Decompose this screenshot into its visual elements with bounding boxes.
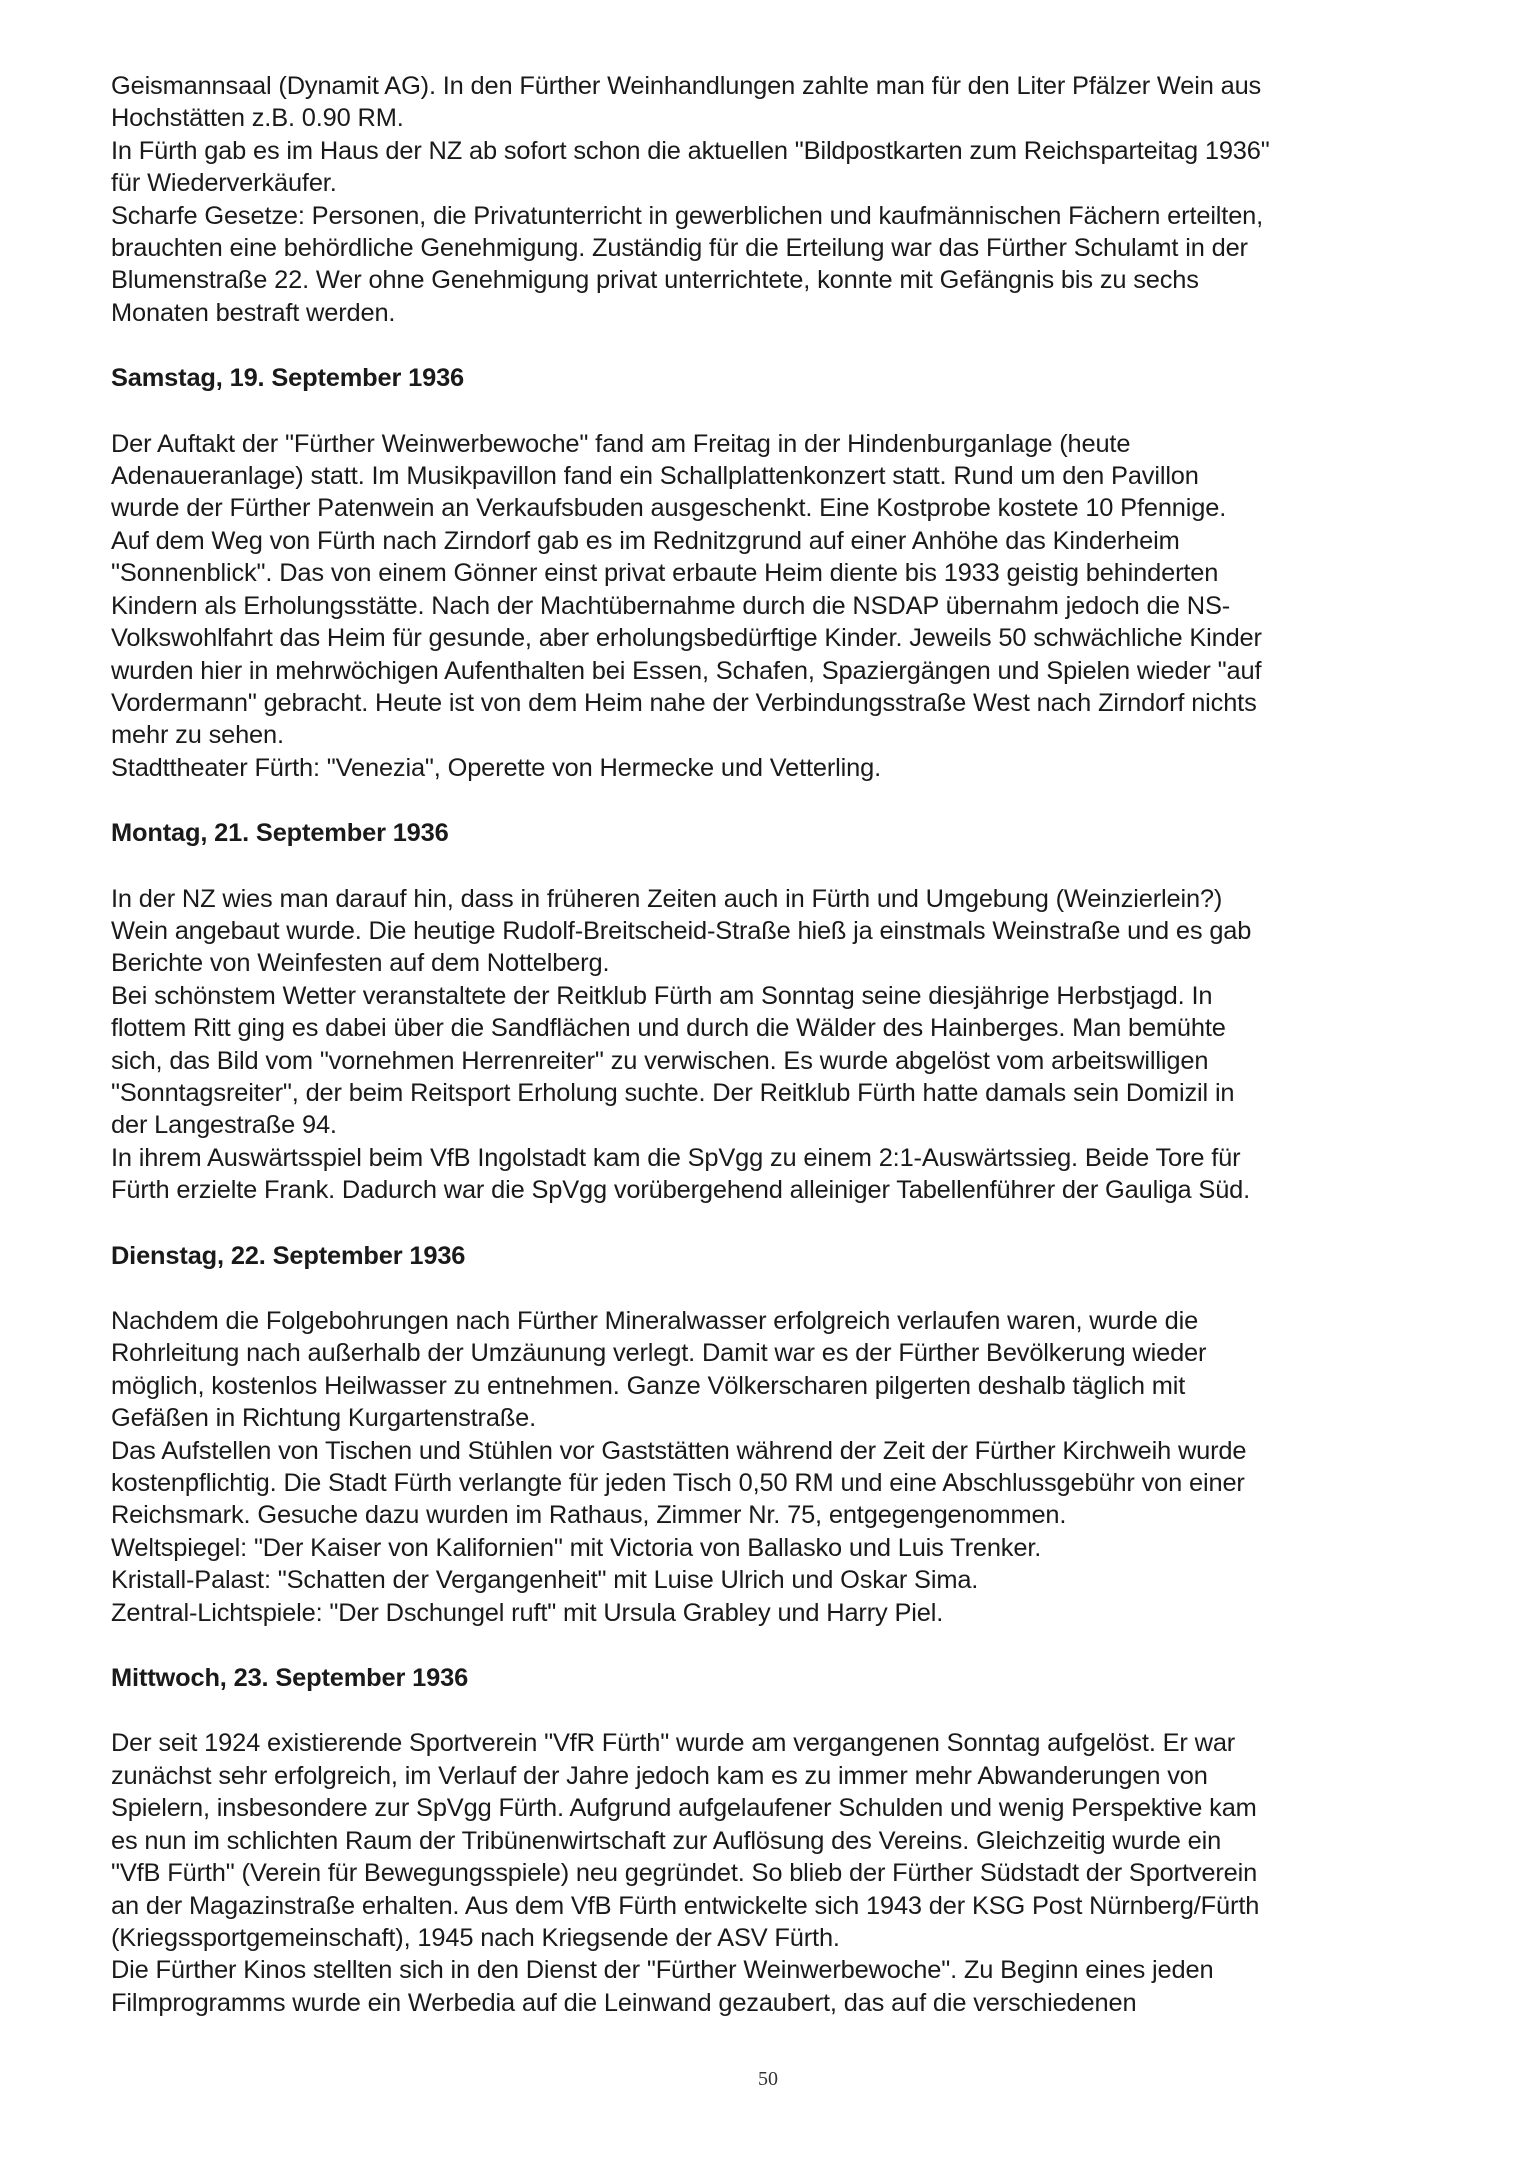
section-heading-mittwoch: Mittwoch, 23. September 1936	[111, 1664, 469, 1693]
spacer	[111, 395, 1431, 428]
section-heading-samstag: Samstag, 19. September 1936	[111, 364, 465, 393]
spacer	[111, 1207, 1431, 1240]
spacer	[111, 329, 1431, 362]
spacer	[111, 850, 1431, 883]
intro-paragraph: Geismannsaal (Dynamit AG). In den Fürther Weinhandlungen zahlte man für den Liter Pfälzer Wein aus Hochstätten z.B. 0.90 RM. In Fürth gab es im Haus der NZ ab sofort schon die aktuellen "Bildpostkarten zum Reichsparteitag 1936" für Wiederverkäufer. Scharfe Gesetze: Personen, die Privatunterricht in gewerblichen und kaufmännischen Fächern erteilten, brauchten eine behördliche Genehmigung. Zuständig für die Erteilung war das Fürther Schulamt in der Blumenstraße 22. Wer ohne Genehmigung privat unterrichtete, konnte mit Gefängnis bis zu sechs Monaten bestraft werden.	[111, 72, 1270, 327]
spacer	[111, 1694, 1431, 1727]
section-body-samstag: Der Auftakt der "Fürther Weinwerbewoche" fand am Freitag in der Hindenburganlage (heute Adenaueranlage) statt. Im Musikpavillon fand ein Schallplattenkonzert statt. Rund um den Pavillon wurde der Fürther Patenwein an Verkaufsbuden ausgeschenkt. Eine Kostprobe kostete 10 Pfennige. Auf dem Weg von Fürth nach Zirndorf gab es im Rednitzgrund auf einer Anhöhe das Kinderheim "Sonnenblick". Das von einem Gönner einst privat erbaute Heim diente bis 1933 geistig behinderten Kindern als Erholungsstätte. Nach der Machtübernahme durch die NSDAP übernahm jedoch die NS- Volkswohlfahrt das Heim für gesunde, aber erholungsbedürftige Kinder. Jeweils 50 schwächliche Kinder wurden hier in mehrwöchigen Aufenthalten bei Essen, Schafen, Spaziergängen und Spielen wieder "auf Vordermann" gebracht. Heute ist von dem Heim nahe der Verbindungsstraße West nach Zirndorf nichts mehr zu sehen. Stadttheater Fürth: "Venezia", Operette von Hermecke und Vetterling.	[111, 429, 1262, 782]
document-page	[111, 70, 1431, 2019]
page-number: 50	[758, 2068, 778, 2090]
section-heading-montag: Montag, 21. September 1936	[111, 819, 449, 848]
section-heading-dienstag: Dienstag, 22. September 1936	[111, 1241, 466, 1270]
spacer	[111, 784, 1431, 817]
spacer	[111, 1629, 1431, 1662]
section-body-mittwoch: Der seit 1924 existierende Sportverein "VfR Fürth" wurde am vergangenen Sonntag aufgelöst. Er war zunächst sehr erfolgreich, im Verlauf der Jahre jedoch kam es zu immer mehr Abwanderungen von Spielern, insbesondere zur SpVgg Fürth. Aufgrund aufgelaufener Schulden und wenig Perspektive kam es nun im schlichten Raum der Tribünenwirtschaft zur Auflösung des Vereins. Gleichzeitig wurde ein "VfB Fürth" (Verein für Bewegungsspiele) neu gegründet. So blieb der Fürther Südstadt der Sportverein an der Magazinstraße erhalten. Aus dem VfB Fürth entwickelte sich 1943 der KSG Post Nürnberg/Fürth (Kriegssportgemeinschaft), 1945 nach Kriegsende der ASV Fürth. Die Fürther Kinos stellten sich in den Dienst der "Fürther Weinwerbewoche". Zu Beginn eines jeden Filmprogramms wurde ein Werbedia auf die Leinwand gezaubert, das auf die verschiedenen	[111, 1729, 1260, 2017]
section-body-montag: In der NZ wies man darauf hin, dass in früheren Zeiten auch in Fürth und Umgebung (Weinzierlein?) Wein angebaut wurde. Die heutige Rudolf-Breitscheid-Straße hieß ja einstmals Weinstraße und es gab Berichte von Weinfesten auf dem Nottelberg. Bei schönstem Wetter veranstaltete der Reitklub Fürth am Sonntag seine diesjährige Herbstjagd. In flottem Ritt ging es dabei über die Sandflächen und durch die Wälder des Hainberges. Man bemühte sich, das Bild vom "vornehmen Herrenreiter" zu verwischen. Es wurde abgelöst vom arbeitswilligen "Sonntagsreiter", der beim Reitsport Erholung suchte. Der Reitklub Fürth hatte damals sein Domizil in der Langestraße 94. In ihrem Auswärtsspiel beim VfB Ingolstadt kam die SpVgg zu einem 2:1-Auswärtssieg. Beide Tore für Fürth erzielte Frank. Dadurch war die SpVgg vorübergehend alleiniger Tabellenführer der Gauliga Süd.	[111, 884, 1252, 1205]
section-body-dienstag: Nachdem die Folgebohrungen nach Fürther Mineralwasser erfolgreich verlaufen waren, wurde die Rohrleitung nach außerhalb der Umzäunung verlegt. Damit war es der Fürther Bevölkerung wieder möglich, kostenlos Heilwasser zu entnehmen. Ganze Völkerscharen pilgerten deshalb täglich mit Gefäßen in Richtung Kurgartenstraße. Das Aufstellen von Tischen und Stühlen vor Gaststätten während der Zeit der Fürther Kirchweih wurde kostenpflichtig. Die Stadt Fürth verlangte für jeden Tisch 0,50 RM und eine Abschlussgebühr von einer Reichsmark. Gesuche dazu wurden im Rathaus, Zimmer Nr. 75, entgegengenommen. Weltspiegel: "Der Kaiser von Kalifornien" mit Victoria von Ballasko und Luis Trenker. Kristall-Palast: "Schatten der Vergangenheit" mit Luise Ulrich und Oskar Sima. Zentral-Lichtspiele: "Der Dschungel ruft" mit Ursula Grabley und Harry Piel.	[111, 1307, 1247, 1627]
spacer	[111, 1272, 1431, 1305]
